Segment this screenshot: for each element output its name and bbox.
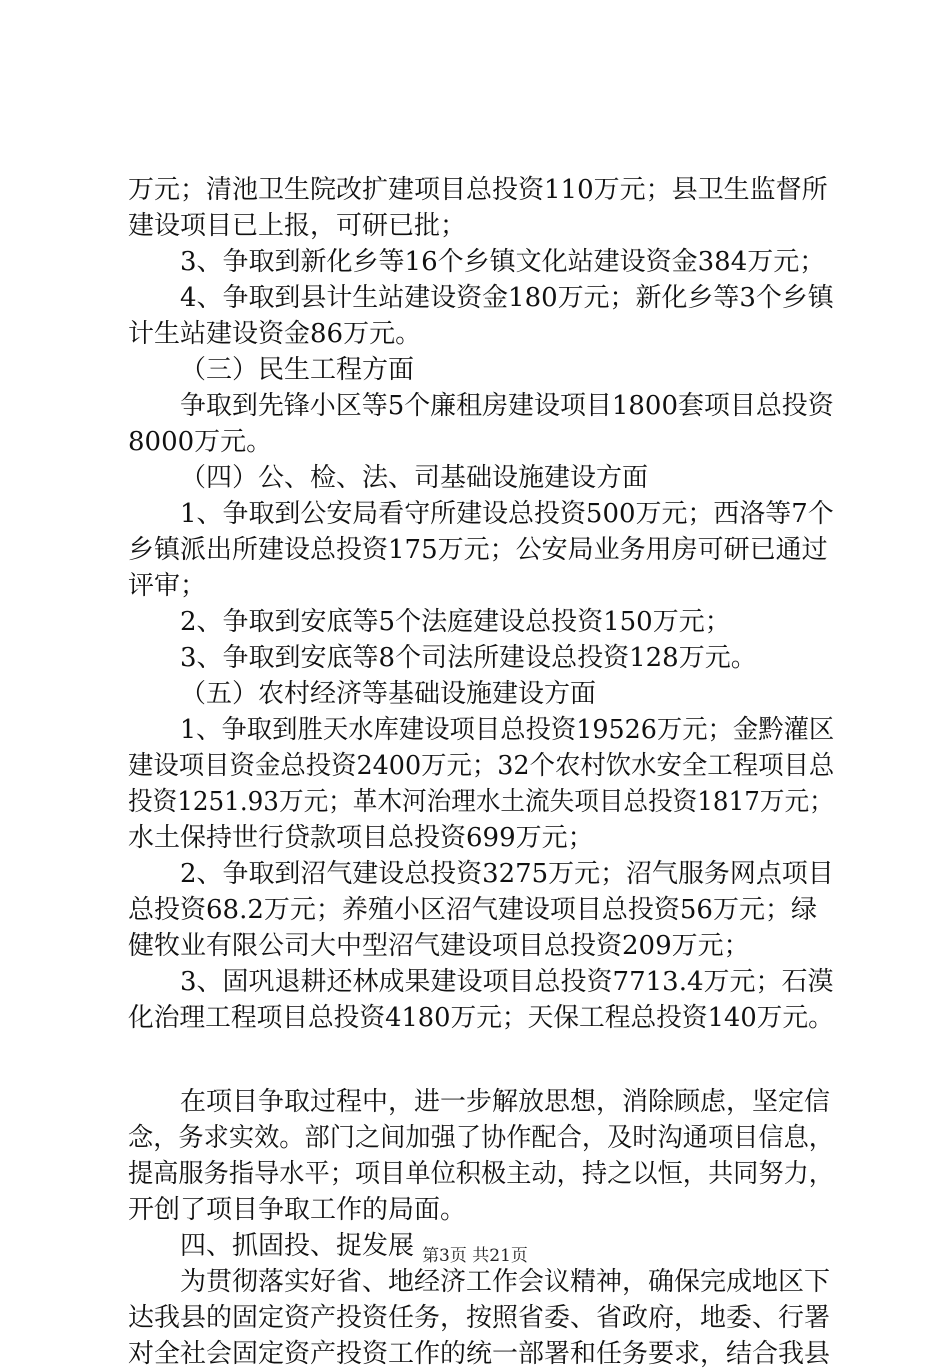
text-line: 乡镇派出所建设总投资175万元；公安局业务用房可研已通过 (128, 535, 828, 565)
text-line: 8000万元。 (128, 427, 273, 457)
section-heading: （三）民生工程方面 (180, 355, 415, 385)
page-number-footer: 第3页 共21页 (422, 1246, 528, 1266)
section-heading: （四）公、检、法、司基础设施建设方面 (180, 463, 649, 493)
text-line: 3、争取到安底等8个司法所建设总投资128万元。 (180, 643, 757, 673)
text-line: 2、争取到沼气建设总投资3275万元；沼气服务网点项目 (180, 859, 834, 889)
text-line: 健牧业有限公司大中型沼气建设项目总投资209万元； (128, 931, 750, 961)
text-line: 3、争取到新化乡等16个乡镇文化站建设资金384万元； (180, 247, 826, 277)
text-line: 3、固巩退耕还林成果建设项目总投资7713.4万元；石漠 (180, 967, 834, 997)
text-line: 4、争取到县计生站建设资金180万元；新化乡等3个乡镇 (180, 283, 834, 313)
text-line: 在项目争取过程中，进一步解放思想，消除顾虑，坚定信 (180, 1087, 831, 1117)
text-line: 提高服务指导水平；项目单位积极主动，持之以恒，共同努力， (128, 1159, 835, 1189)
text-line: 1、争取到公安局看守所建设总投资500万元；西洛等7个 (180, 499, 834, 529)
text-line: 总投资68.2万元；养殖小区沼气建设项目总投资56万元；绿 (128, 895, 817, 925)
text-line: 化治理工程项目总投资4180万元；天保工程总投资140万元。 (128, 1003, 834, 1033)
text-line: 计生站建设资金86万元。 (128, 319, 422, 349)
text-line: 万元；清池卫生院改扩建项目总投资110万元；县卫生监督所 (128, 175, 828, 205)
section-heading: （五）农村经济等基础设施建设方面 (180, 679, 597, 709)
text-line: 对全社会固定资产投资工作的统一部署和任务要求，结合我县 (128, 1339, 831, 1369)
text-line: 投资1251.93万元；革木河治理水土流失项目总投资1817万元； (128, 787, 834, 817)
text-line: 建设项目资金总投资2400万元；32个农村饮水安全工程项目总 (128, 751, 835, 781)
text-line: 水土保持世行贷款项目总投资699万元； (128, 823, 594, 853)
text-line: 为贯彻落实好省、地经济工作会议精神，确保完成地区下 (180, 1267, 831, 1297)
text-line: 建设项目已上报，可研已批； (128, 211, 467, 241)
text-line: 开创了项目争取工作的局面。 (128, 1195, 467, 1225)
text-line: 念，务求实效。部门之间加强了协作配合，及时沟通项目信息， (128, 1123, 835, 1153)
text-line: 2、争取到安底等5个法庭建设总投资150万元； (180, 607, 731, 637)
text-line: 争取到先锋小区等5个廉租房建设项目1800套项目总投资 (180, 391, 834, 421)
text-line: 达我县的固定资产投资任务，按照省委、省政府，地委、行署 (128, 1303, 831, 1333)
text-line: 1、争取到胜天水库建设项目总投资19526万元；金黔灌区 (180, 715, 835, 745)
section-heading: 四、抓固投、捉发展 (180, 1231, 415, 1261)
text-line: 评审； (128, 571, 207, 601)
